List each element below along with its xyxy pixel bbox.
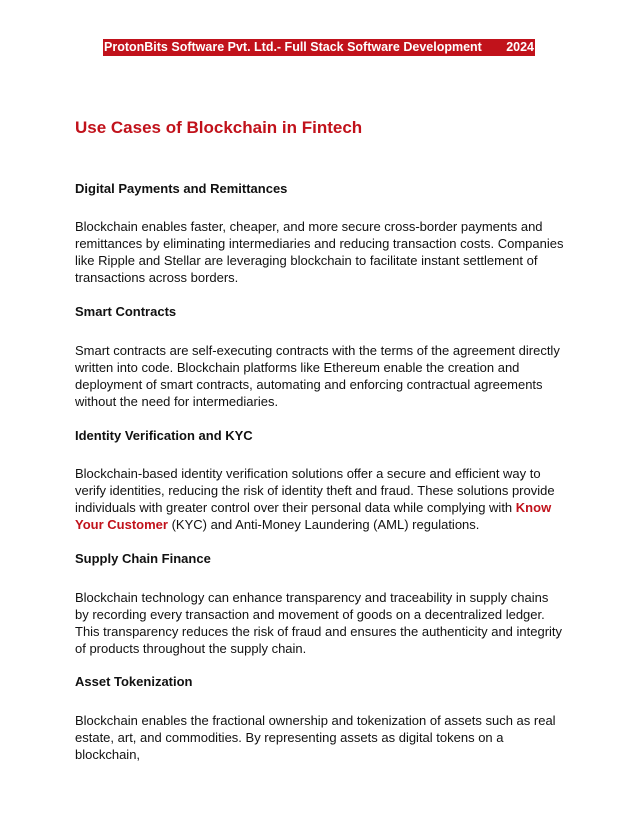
header-company: ProtonBits Software Pvt. Ltd.- Full Stack Software Development	[104, 40, 482, 54]
section-body-identity-verification	[75, 465, 565, 533]
section-body-asset-tokenization: Blockchain enables the fractional ownership and tokenization of assets such as real estate, art, and commodities. By representing assets as digital tokens on a blockchain,	[75, 713, 556, 762]
section-heading-supply-chain: Supply Chain Finance	[75, 551, 211, 566]
section-body-supply-chain: Blockchain technology can enhance transparency and traceability in supply chains by recording every transaction and movement of goods on a decentralized ledger. This transparency reduces the risk of fraud and ensures the authenticity and integrity of products throughout the supply chain.	[75, 590, 563, 656]
section-body-text-before-link: Blockchain-based identity verification solutions offer a secure and efficient way to verify identities, reducing the risk of identity theft and fraud. These solutions provide individuals with greater control over their personal data while complying with	[75, 466, 555, 515]
header-year: 2024	[506, 40, 534, 54]
section-heading-asset-tokenization: Asset Tokenization	[75, 674, 193, 689]
section-body-digital-payments: Blockchain enables faster, cheaper, and more secure cross-border payments and remittances by eliminating intermediaries and reducing transaction costs. Companies like Ripple and Stellar are leveraging blockchain to facilitate instant settlement of transactions across borders.	[75, 219, 564, 285]
section-body-text-after-link: (KYC) and Anti-Money Laundering (AML) regulations.	[171, 517, 480, 532]
know-your-customer-link[interactable]: Know Your Customer	[75, 500, 552, 532]
page-title: Use Cases of Blockchain in Fintech	[75, 118, 363, 137]
section-body-smart-contracts: Smart contracts are self-executing contracts with the terms of the agreement directly written into code. Blockchain platforms like Ethereum enable the creation and deployment of smart contracts, automating and enforcing contractual agreements without the need for intermediaries.	[75, 343, 560, 409]
section-heading-smart-contracts: Smart Contracts	[75, 304, 177, 319]
section-heading-identity-verification: Identity Verification and KYC	[75, 428, 253, 443]
document-header	[103, 39, 535, 56]
section-heading-digital-payments: Digital Payments and Remittances	[75, 181, 288, 196]
